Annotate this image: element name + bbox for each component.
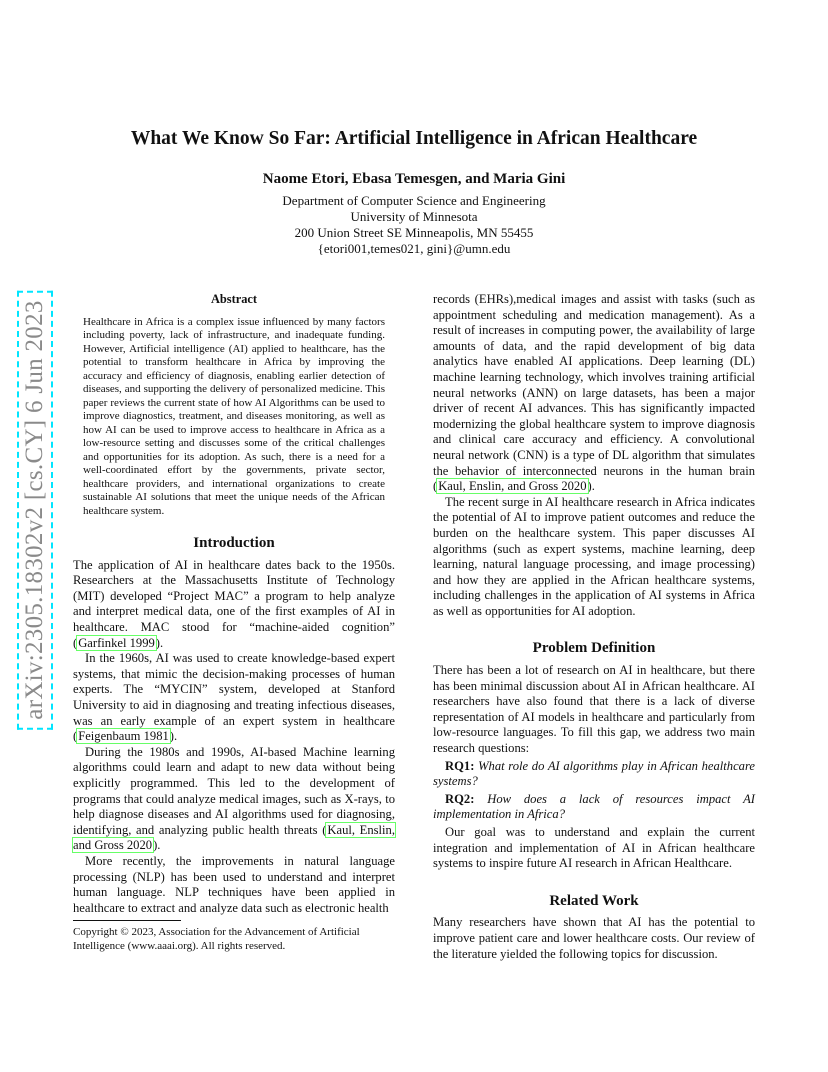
- problem-paragraph-2: Our goal was to understand and explain the current integration and implementation of AI in African healthcare systems to inspire future AI research in African Healthcare.: [433, 825, 755, 871]
- intro-p3-end: ).: [153, 838, 161, 853]
- intro-p4-cont-end: ).: [587, 479, 595, 494]
- intro-paragraph-4-continued: [433, 292, 755, 495]
- rq2-text: How does a lack of resources impact AI implementation in Africa?: [433, 791, 755, 822]
- affiliation-address: 200 Union Street SE Minneapolis, MN 55455: [294, 225, 534, 240]
- intro-p1-end: ).: [155, 635, 164, 650]
- footnote-rule: [73, 920, 181, 921]
- intro-paragraph-4: More recently, the improvements in natural language processing (NLP) has been used to understand and interpret human language. NLP techniques have been applied in healthcare to extract and analyze data such as electronic health: [73, 853, 395, 915]
- problem-paragraph-1: There has been a lot of research on AI in healthcare, but there has been minimal discussion about AI in African healthcare. AI researchers have also found that there is a lack of diverse representation of AI models in healthcare and particularly from low-resource languages. To fill this gap, we address two main research questions:: [433, 663, 755, 756]
- paper-authors: Naome Etori, Ebasa Temesgen, and Maria Gini: [262, 171, 566, 187]
- affiliation-university: University of Minnesota: [350, 209, 478, 224]
- citation-link[interactable]: Kaul, Enslin, and Gross 2020: [73, 822, 395, 853]
- intro-p1-text: The application of AI in healthcare dates back to the 1950s. Researchers at the Massachusetts Institute of Technology (MIT) developed “Project MAC” a program to help analyze and interpret medical data, one of the first examples of AI in healthcare. MAC stood for “machine-aided cognition” (: [73, 557, 395, 650]
- abstract-heading: Abstract: [210, 292, 258, 306]
- citation-link[interactable]: Kaul, Enslin, and Gross 2020: [438, 479, 587, 494]
- intro-p4-cont-text: records (EHRs),medical images and assist with tasks (such as appointment scheduling and medication management). As a result of increases in computing power, the availability of large amounts of data, and the rapid development of big data analytics have enabled AI applications. Deep learning (DL) machine learning technology, which involves training artificial neural networks (ANN) on large datasets, has been a major driver of recent AI advances. This has significantly impacted modernizing the global healthcare system to improve diagnosis and clinical care accuracy and efficiency. A convolutional neural network (CNN) is a type of DL algorithm that simulates the behavior of interconnected neurons in the human brain (: [433, 292, 755, 494]
- copyright-text: Copyright © 2023, Association for the Advancement of Artificial Intelligence (www.aaai.org). All rights reserved.: [73, 926, 360, 952]
- rq1-label: RQ1:: [445, 758, 475, 773]
- paper-title: What We Know So Far: Artificial Intelligence in African Healthcare: [130, 128, 698, 149]
- intro-paragraph-2: [73, 651, 395, 745]
- right-column: [433, 292, 755, 962]
- research-question-1: [433, 759, 755, 790]
- affiliation-emails: {etori001,temes021, gini}@umn.edu: [317, 241, 511, 256]
- related-work-heading: Related Work: [549, 892, 639, 909]
- problem-definition-heading: Problem Definition: [532, 640, 656, 657]
- copyright-footnote: [73, 920, 395, 953]
- citation-link[interactable]: Garfinkel 1999: [78, 635, 155, 650]
- intro-paragraph-1: [73, 558, 395, 652]
- arxiv-sidebar: [18, 260, 52, 760]
- intro-p3-text: During the 1980s and 1990s, AI-based Machine learning algorithms could learn and adapt to new data without being explicitly programmed. This led to the development of programs that could analyze medical images, such as X-rays, to help diagnose diseases and AI algorithms used for diagnosing, identifying, and analyzing public health threats (: [73, 744, 395, 837]
- left-column: [73, 292, 395, 916]
- citation-link[interactable]: Feigenbaum 1981: [78, 729, 169, 744]
- research-question-2: [433, 792, 755, 823]
- intro-paragraph-5: The recent surge in AI healthcare research in Africa indicates the potential of AI to improve patient outcomes and reduce the burden on the healthcare system. This paper discusses AI algorithms (such as expert systems, machine learning, deep learning, natural language processing, and image processing) and how they are applied in the African healthcare systems, including challenges in the application of AI systems in Africa as well as opportunities for AI adoption.: [433, 494, 755, 618]
- intro-paragraph-3: [73, 745, 395, 854]
- arxiv-identifier[interactable]: arXiv:2305.18302v2 [cs.CY] 6 Jun 2023: [17, 290, 53, 729]
- affiliation-department: Department of Computer Science and Engineering: [282, 193, 546, 208]
- related-paragraph-1: Many researchers have shown that AI has the potential to improve patient care and lower healthcare costs. Our review of the literature yielded the following topics for discussion.: [433, 915, 755, 961]
- author-affiliation: [73, 193, 755, 257]
- intro-p2-end: ).: [169, 729, 178, 744]
- rq1-text: What role do AI algorithms play in African healthcare systems?: [433, 758, 755, 789]
- intro-p2-text: In the 1960s, AI was used to create knowledge-based expert systems, that mimic the decision-making processes of human experts. The “MYCIN” system, developed at Stanford University to aid in diagnosing and treating infectious diseases, was an early example of an expert system in healthcare (: [73, 651, 395, 744]
- rq2-label: RQ2:: [445, 791, 475, 806]
- abstract-text: Healthcare in Africa is a complex issue influenced by many factors including poverty, lack of infrastructure, and inadequate funding. However, Artificial intelligence (AI) applied to healthcare, has the potential to transform healthcare in Africa by improving the accuracy and efficiency of diagnosis, enabling earlier detection of diseases, and supporting the delivery of personalized medicine. This paper reviews the current state of how AI Algorithms can be used to improve diagnostics, treatment, and diseases monitoring, as well as how AI can be used to improve access to healthcare in Africa as a low-resource setting and discusses some of the critical challenges and opportunities for its adoption. As such, there is a need for a well-coordinated effort by the governments, private sector, healthcare providers, and international organizations to create sustainable AI solutions that meet the unique needs of the African healthcare system.: [83, 315, 385, 517]
- introduction-heading: Introduction: [193, 535, 275, 552]
